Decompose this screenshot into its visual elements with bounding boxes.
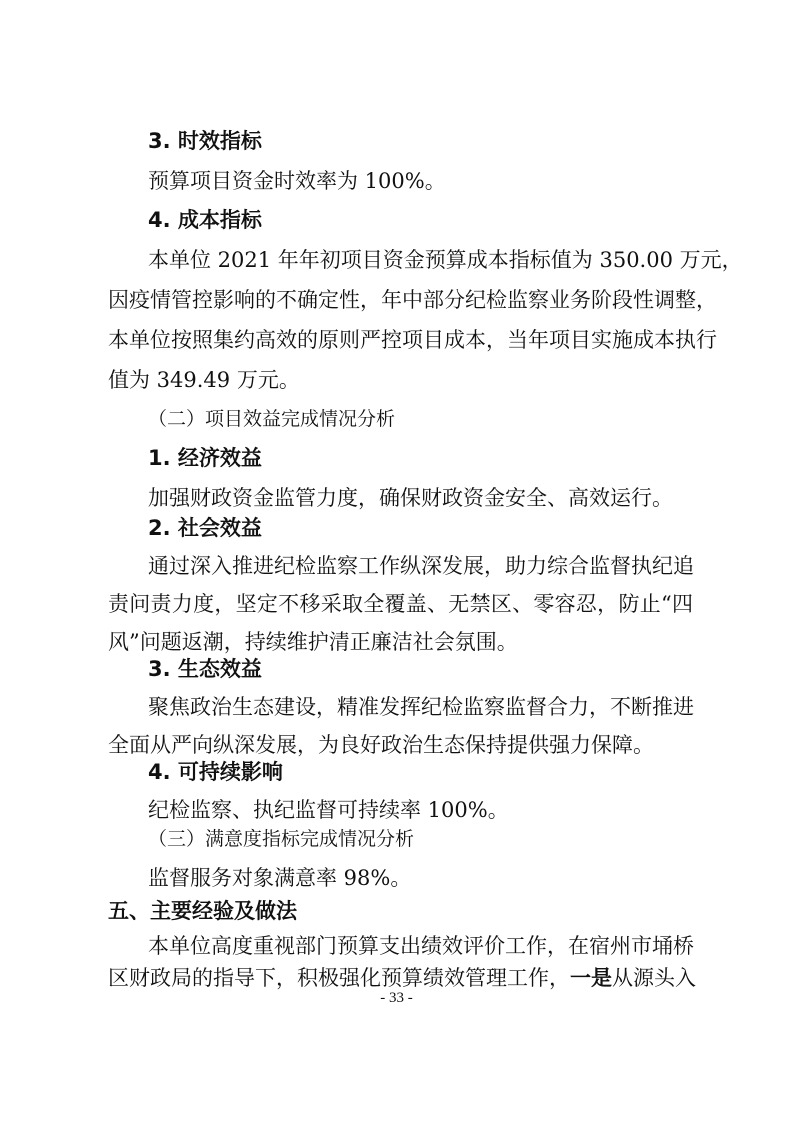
heading-cost: 4. 成本指标 [148, 208, 262, 232]
paragraph-experience-line-2 [108, 964, 696, 992]
experience-text: 区财政局的指导下，积极强化预算绩效管理工作， [108, 966, 570, 990]
paragraph-satisfaction: 监督服务对象满意率 98%。 [148, 866, 412, 890]
page-number: - 33 - [380, 990, 413, 1006]
paragraph-experience-line-1: 本单位高度重视部门预算支出绩效评价工作，在宿州市埇桥 [148, 934, 694, 958]
experience-emphasis: 一是 [570, 966, 612, 990]
heading-sustainability: 4. 可持续影响 [148, 760, 283, 784]
paragraph-social-line-2: 责问责力度，坚定不移采取全覆盖、无禁区、零容忍，防止“四 [108, 592, 693, 616]
paragraph-social-line-3: 风”问题返潮，持续维护清正廉洁社会氛围。 [108, 630, 518, 654]
paragraph-sustainability: 纪检监察、执纪监督可持续率 100%。 [148, 798, 509, 822]
paragraph-economic-benefit: 加强财政资金监管力度，确保财政资金安全、高效运行。 [148, 486, 673, 510]
heading-social-benefit: 2. 社会效益 [148, 516, 262, 540]
subheading-satisfaction-analysis: （三）满意度指标完成情况分析 [148, 828, 415, 850]
heading-economic-benefit: 1. 经济效益 [148, 446, 262, 470]
subheading-benefit-analysis: （二）项目效益完成情况分析 [148, 408, 396, 430]
experience-text-end: 从源头入 [612, 966, 696, 990]
heading-ecological-benefit: 3. 生态效益 [148, 657, 262, 681]
paragraph-cost-line-2: 因疫情管控影响的不确定性，年中部分纪检监察业务阶段性调整， [108, 288, 717, 312]
paragraph-timeliness: 预算项目资金时效率为 100%。 [148, 169, 446, 193]
paragraph-ecological-line-1: 聚焦政治生态建设，精准发挥纪检监察监督合力，不断推进 [148, 695, 694, 719]
paragraph-cost-line-3: 本单位按照集约高效的原则严控项目成本，当年项目实施成本执行 [108, 328, 717, 352]
heading-timeliness: 3. 时效指标 [148, 129, 262, 153]
paragraph-cost-line-4: 值为 349.49 万元。 [108, 368, 300, 392]
paragraph-ecological-line-2: 全面从严向纵深发展，为良好政治生态保持提供强力保障。 [108, 733, 654, 757]
heading-experience: 五、主要经验及做法 [108, 899, 297, 923]
paragraph-cost-line-1: 本单位 2021 年年初项目资金预算成本指标值为 350.00 万元， [148, 248, 743, 272]
paragraph-social-line-1: 通过深入推进纪检监察工作纵深发展，助力综合监督执纪追 [148, 554, 694, 578]
